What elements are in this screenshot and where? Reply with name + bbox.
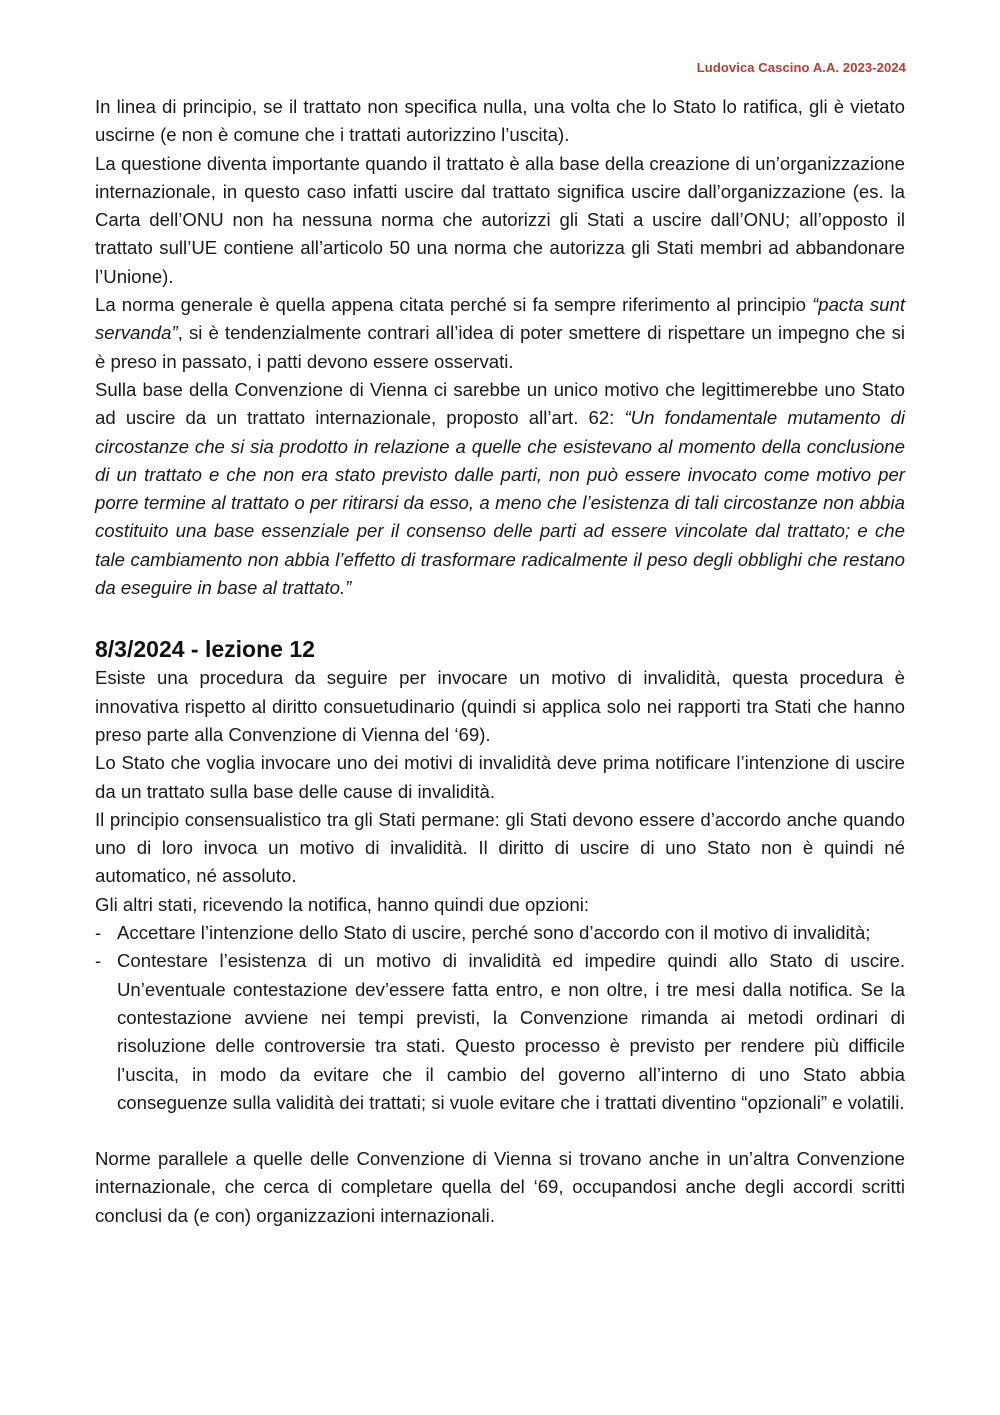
list-item [95, 919, 905, 947]
document-body [95, 93, 905, 1230]
list-item-text: Contestare l’esistenza di un motivo di invalidità ed impedire quindi allo Stato di uscire. Un’eventuale contestazione dev’essere fatta entro, e non oltre, i tre mesi dalla notifica. Se la contestazione avviene nei tempi previsti, la Convenzione rimanda ai metodi ordinari di risoluzione delle controversie tra stati. Questo processo è previsto per rendere più difficile l’uscita, in modo da evitare che il cambio del governo all’interno di uno Stato abbia conseguenze sulla validità dei trattati; si vuole evitare che i trattati diventino “opzionali” e volatili. [117, 950, 905, 1113]
list-marker: - [95, 922, 102, 944]
article-quote: “Un fondamentale mutamento di circostanze che si sia prodotto in relazione a quelle che esistevano al momento della conclusione di un trattato e che non era stato previsto dalle parti, non può essere invocato come motivo per porre termine al trattato o per ritirarsi da esso, a meno che l’esistenza di tali circostanze non abbia costituito una base essenziale per il consenso delle parti ad essere vincolate dal trattato; e che tale cambiamento non abbia l’effetto di trasformare radicalmente il peso degli obblighi che restano da eseguire in base al trattato.” [95, 407, 906, 599]
list-item [95, 947, 905, 1117]
paragraph [95, 291, 905, 376]
paragraph-text: La norma generale è quella appena citata perché si fa sempre riferimento al principio [95, 294, 813, 316]
page-header-author: Ludovica Cascino A.A. 2023-2024 [696, 60, 906, 75]
paragraph: Il principio consensualistico tra gli Stati permane: gli Stati devono essere d’accordo anche quando uno di loro invoca un motivo di invalidità. Il diritto di uscire di uno Stato non è quindi né automatico, né assoluto. [95, 808, 905, 887]
options-list [95, 919, 905, 1117]
paragraph: Lo Stato che voglia invocare uno dei motivi di invalidità deve prima notificare l’intenzione di uscire da un trattato sulla base delle cause di invalidità. [95, 752, 905, 802]
paragraph-text: Sulla base della Convenzione di Vienna ci sarebbe un unico motivo che legittimerebbe uno Stato ad uscire da un trattato internazionale, proposto all’art. 62: [95, 378, 905, 429]
list-marker: - [95, 950, 102, 972]
spacer [95, 1117, 905, 1145]
paragraph: La questione diventa importante quando il trattato è alla base della creazione di un’organizzazione internazionale, in questo caso infatti uscire dal trattato significa uscire dall’organizzazione (es. la Carta dell’ONU non ha nessuna norma che autorizzi gli Stati a uscire dall’ONU; all’opposto il trattato sull’UE contiene all’articolo 50 una norma che autorizza gli Stati membri ad abbandonare l’Unione). [95, 152, 905, 287]
paragraph: Esiste una procedura da seguire per invocare un motivo di invalidità, questa procedura è innovativa rispetto al diritto consuetudinario (quindi si applica solo nei rapporti tra Stati che hanno preso parte alla Convenzione di Vienna del ‘69). [95, 667, 905, 745]
paragraph [95, 376, 905, 602]
list-item-text: Accettare l’intenzione dello Stato di uscire, perché sono d’accordo con il motivo di invalidità; [117, 922, 871, 944]
paragraph: Gli altri stati, ricevendo la notifica, hanno quindi due opzioni: [95, 893, 590, 915]
paragraph: In linea di principio, se il trattato non specifica nulla, una volta che lo Stato lo ratifica, gli è vietato uscirne (e non è comune che i trattati autorizzino l’uscita). [95, 96, 905, 146]
section-title: 8/3/2024 - lezione 12 [95, 636, 315, 663]
latin-quote: “pacta sunt servanda” [95, 294, 905, 344]
paragraph-text: , si è tendenzialmente contrari all’idea di poter smettere di rispettare un impegno che si è preso in passato, i patti devono essere osservati. [95, 322, 905, 372]
paragraph: Norme parallele a quelle delle Convenzione di Vienna si trovano anche in un’altra Convenzione internazionale, che cerca di completare quella del ‘69, occupandosi anche degli accordi scritti conclusi da (e con) organizzazioni internazionali. [95, 1148, 905, 1226]
